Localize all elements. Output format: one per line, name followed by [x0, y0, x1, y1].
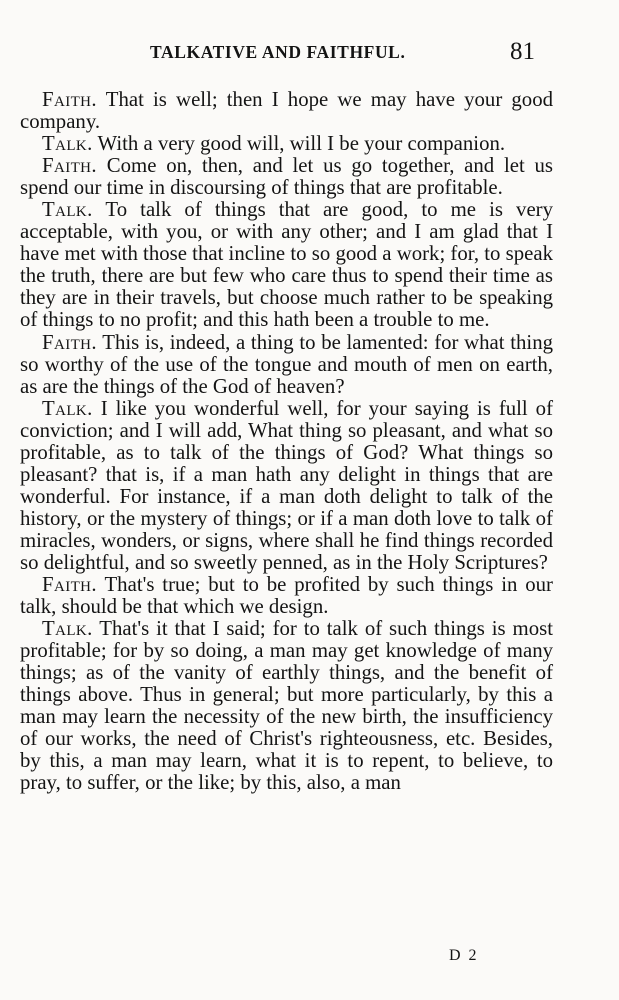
paragraph: [20, 133, 553, 155]
paragraph-text: With a very good will, will I be your companion.: [92, 132, 506, 156]
speaker-label: Faith.: [42, 154, 97, 178]
paragraph-text: This is, indeed, a thing to be lamented: for what thing so worthy of the use of the tongue and mouth of men on earth, as are the things of the God of heaven?: [20, 330, 553, 398]
paragraph: [20, 89, 553, 133]
speaker-label: Faith.: [42, 330, 97, 354]
paragraph: [20, 618, 553, 794]
paragraph: [20, 398, 553, 574]
paragraph-text: That's it that I said; for to talk of such things is most profitable; for by so doing, a man may get knowledge of many things; as of the vanity of earthly things, and the benefit of things above. Thus in general; but more particularly, by this a man may learn the necessity of the new birth, the insufficiency of our works, the need of Christ's righteousness, etc. Besides, by this, a man may learn, what it is to repent, to believe, to pray, to suffer, or the like; by this, also, a man: [20, 617, 553, 795]
paragraph-text: That is well; then I hope we may have your good company.: [20, 88, 553, 134]
paragraph-text: I like you wonderful well, for your saying is full of conviction; and I will add, What thing so pleasant, and what so profitable, as to talk of the things of God? What things so pleasant? that is, if a man hath any delight in things that are wonderful. For instance, if a man doth delight to talk of the history, or the mystery of things; or if a man doth love to talk of miracles, wonders, or signs, where shall he find things recorded so delightful, and so sweetly penned, as in the Holy Scriptures?: [20, 396, 553, 574]
paragraph-text: That's true; but to be profited by such things in our talk, should be that which we design.: [20, 573, 553, 619]
paragraph-text: To talk of things that are good, to me is very acceptable, with you, or with any other; and I am glad that I have met with those that incline to so good a work; for, to speak the truth, there are but few who care thus to spend their time as they are in their travels, but choose much rather to be speaking of things to no profit; and this hath been a trouble to me.: [20, 198, 553, 332]
speaker-label: Talk.: [42, 132, 93, 156]
body-text: [20, 89, 553, 795]
paragraph: [20, 574, 553, 618]
paragraph: [20, 155, 553, 199]
speaker-label: Faith.: [42, 88, 97, 111]
signature-mark: D 2: [449, 947, 479, 964]
paragraph: [20, 332, 553, 398]
speaker-label: Talk.: [42, 396, 93, 420]
paragraph-text: Come on, then, and let us go together, and let us spend our time in discoursing of things that are profitable.: [20, 154, 553, 200]
speaker-label: Faith.: [42, 573, 97, 597]
speaker-label: Talk.: [42, 198, 93, 222]
page-number: 81: [510, 38, 535, 65]
paragraph: [20, 199, 553, 331]
speaker-label: Talk.: [42, 617, 93, 641]
running-head: TALKATIVE AND FAITHFUL.: [150, 42, 406, 62]
